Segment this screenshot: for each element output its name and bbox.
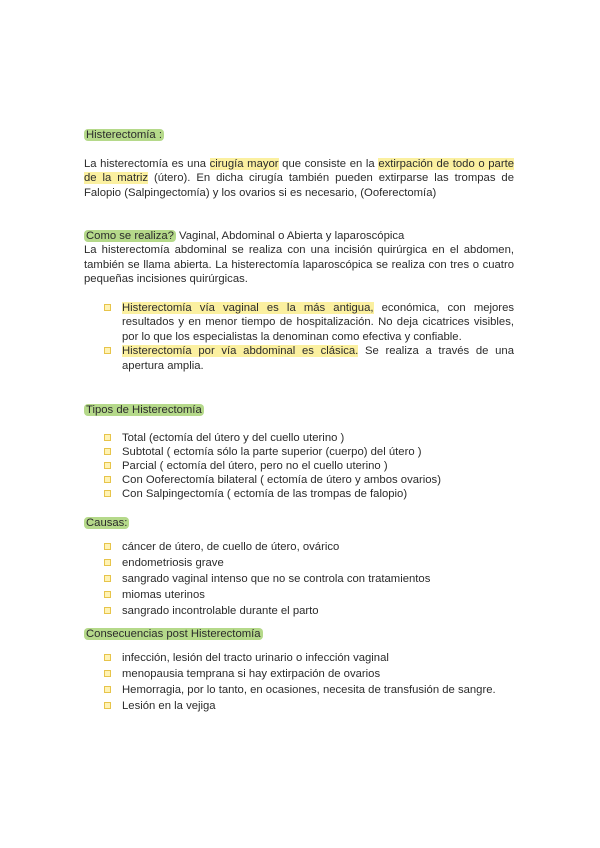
vias-list	[84, 301, 514, 373]
square-bullet-icon	[104, 575, 111, 582]
list-item: Total (ectomía del útero y del cuello uterino )	[84, 431, 514, 445]
section-heading-consecuencias: Consecuencias post Histerectomía	[86, 628, 261, 640]
square-bullet-icon	[104, 591, 111, 598]
section-heading-histerectomia: Histerectomía :	[86, 129, 162, 141]
list-item: miomas uterinos	[84, 588, 514, 602]
list-item: Subtotal ( ectomía sólo la parte superior (cuerpo) del útero )	[84, 445, 514, 459]
square-bullet-icon	[104, 490, 111, 497]
square-bullet-icon	[104, 304, 111, 311]
square-bullet-icon	[104, 559, 111, 566]
consecuencias-list	[84, 651, 514, 713]
list-item: Parcial ( ectomía del útero, pero no el cuello uterino )	[84, 459, 514, 473]
highlight-cirugia-mayor: cirugía mayor	[209, 158, 279, 170]
square-bullet-icon	[104, 476, 111, 483]
section-heading-tipos: Tipos de Histerectomía	[86, 404, 202, 416]
square-bullet-icon	[104, 702, 111, 709]
square-bullet-icon	[104, 448, 111, 455]
square-bullet-icon	[104, 686, 111, 693]
como-paragraph: La histerectomía abdominal se realiza con una incisión quirúrgica en el abdomen, también se llama abierta. La histerectomía laparoscópica se realiza con tres o cuatro pequeñas incisiones quirúrgicas.	[84, 244, 514, 286]
square-bullet-icon	[104, 607, 111, 614]
como-se-realiza	[84, 229, 514, 287]
list-item: menopausia temprana si hay extirpación de ovarios	[84, 667, 514, 681]
intro-paragraph: La histerectomía es una cirugía mayor que consiste en la extirpación de todo o parte de la matriz (útero). En dicha cirugía también pueden extirparse las trompas de Falopio (Salpingectomía) y los ovarios si es necesario, (Ooferectomía)	[84, 158, 515, 199]
list-item: Hemorragia, por lo tanto, en ocasiones, necesita de transfusión de sangre.	[84, 683, 514, 697]
list-item: endometriosis grave	[84, 556, 514, 570]
list-item: infección, lesión del tracto urinario o infección vaginal	[84, 651, 514, 665]
square-bullet-icon	[104, 543, 111, 550]
square-bullet-icon	[104, 654, 111, 661]
square-bullet-icon	[104, 462, 111, 469]
section-heading-causas: Causas:	[86, 517, 128, 529]
como-label: Como se realiza?	[86, 230, 174, 242]
list-item: cáncer de útero, de cuello de útero, ovárico	[84, 540, 514, 554]
list-item: Lesión en la vejiga	[84, 699, 514, 713]
list-item: sangrado vaginal intenso que no se controla con tratamientos	[84, 572, 514, 586]
list-item: Con Ooferectomía bilateral ( ectomía de útero y ambos ovarios)	[84, 473, 514, 487]
como-answer: Vaginal, Abdominal o Abierta y laparoscópica	[175, 230, 405, 242]
square-bullet-icon	[104, 670, 111, 677]
causas-list	[84, 540, 514, 618]
list-item: sangrado incontrolable durante el parto	[84, 604, 514, 618]
square-bullet-icon	[104, 347, 111, 354]
list-item: Con Salpingectomía ( ectomía de las trompas de falopio)	[84, 487, 514, 501]
list-item: Histerectomía vía vaginal es la más antigua, económica, con mejores resultados y en menor tiempo de hospitalización. No deja cicatrices visibles, por lo que los especialistas la denominan como efectiva y confiable.	[84, 301, 514, 344]
square-bullet-icon	[104, 434, 111, 441]
highlight-extirpacion: extirpación de todo o parte de la matriz	[84, 158, 515, 185]
list-item: Histerectomía por vía abdominal es clásica. Se realiza a través de una apertura amplia.	[84, 344, 514, 373]
tipos-list	[84, 431, 514, 501]
